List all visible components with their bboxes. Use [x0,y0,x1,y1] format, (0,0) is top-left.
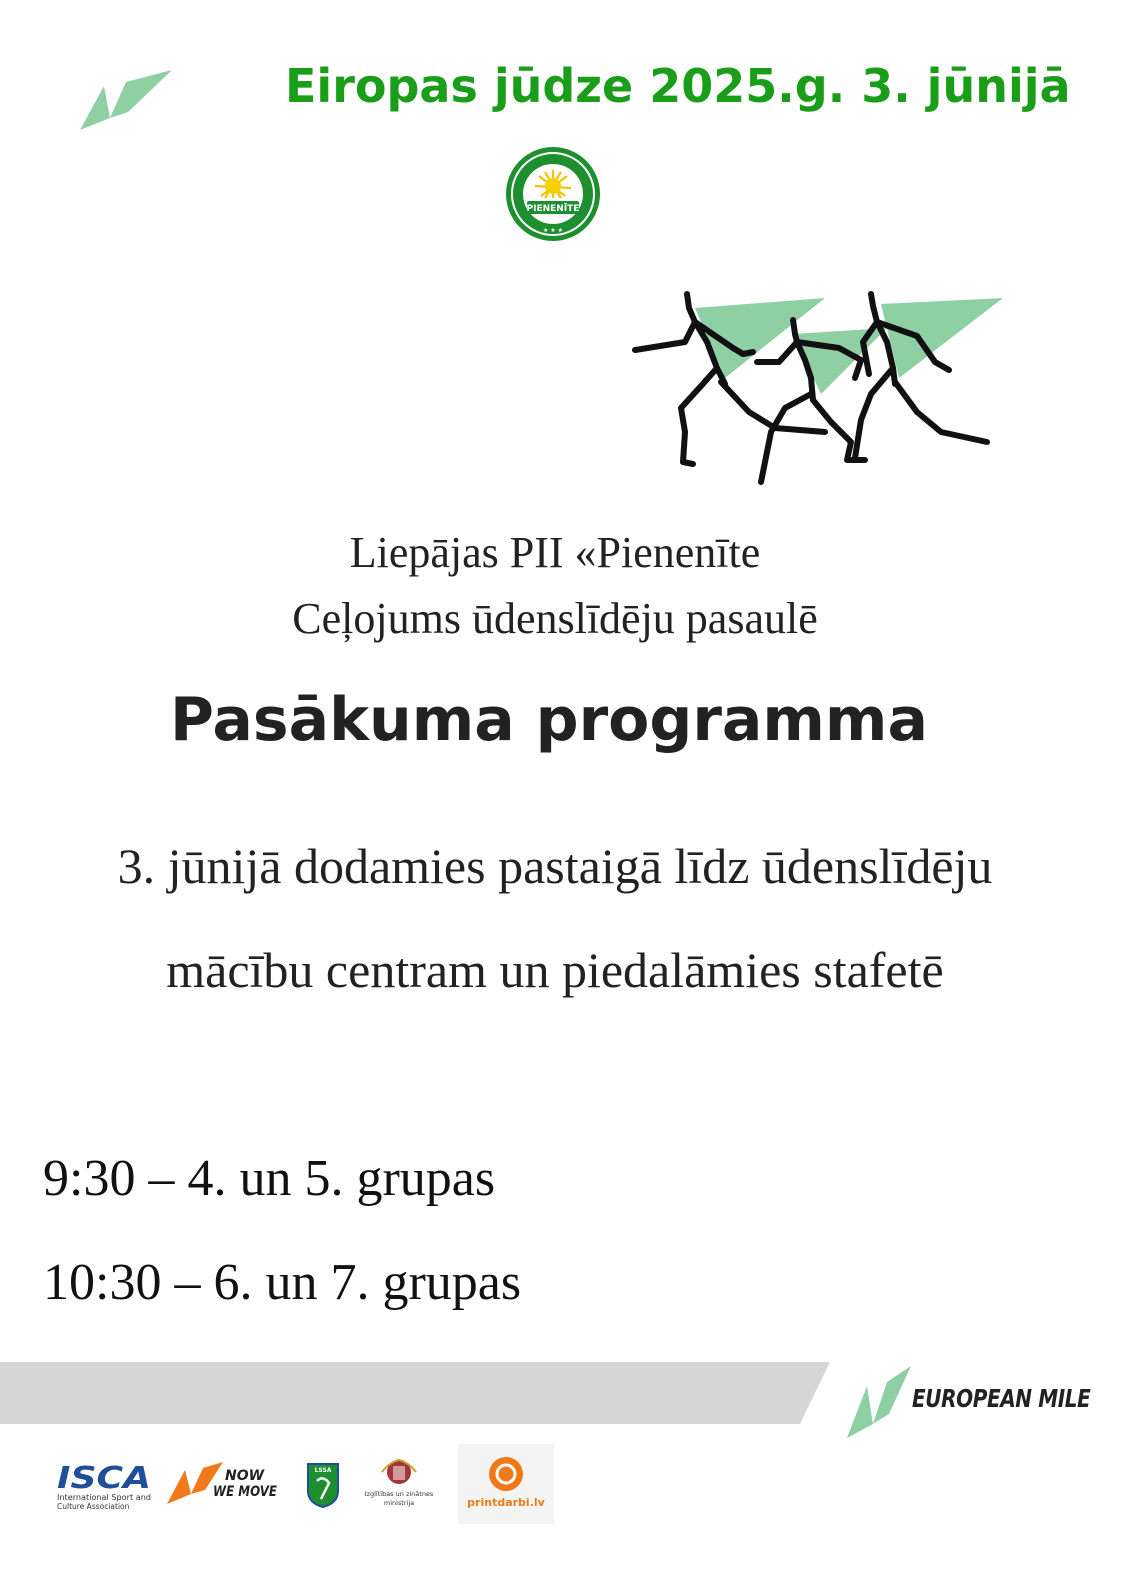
event-name: Ceļojums ūdenslīdēju pasaulē [292,594,818,643]
european-mile-brand: EUROPEAN MILE [912,1384,1091,1413]
program-description-line-2: mācību centram un piedalāmies stafetē [166,942,944,998]
schedule-item: 10:30 – 6. un 7. grupas [43,1254,522,1311]
lssa-label: LSSA [314,1467,332,1474]
footer-band [0,1362,830,1424]
dandelion-badge-icon [505,146,601,242]
nwm-word-2: WE MOVE [213,1484,278,1500]
event-date-title: Eiropas jūdze 2025.g. 3. jūnijā [285,59,1071,113]
program-description-line-1: 3. jūnijā dodamies pastaigā līdz ūdenslīdēju [117,838,993,894]
isca-logo [55,1458,155,1514]
svg-text:★ ★ ★: ★ ★ ★ [543,227,563,234]
nwm-word-1: NOW [225,1468,265,1484]
izm-line-2: ministrija [383,1499,415,1507]
european-mile-arrow-icon [76,66,172,134]
izm-ministry-logo [360,1454,438,1512]
lssa-shield-logo [305,1461,341,1509]
printdarbi-logo [458,1444,554,1524]
isca-wordmark: ISCA [57,1461,151,1496]
running-figures-illustration [625,282,1010,494]
izm-line-1: Izglītības un zinātnes [364,1490,434,1498]
isca-subtitle-1: International Sport and [57,1493,152,1502]
isca-subtitle-2: Culture Association [57,1502,130,1511]
badge-label: PIENENĪTE [526,204,580,214]
printdarbi-label: printdarbi.lv [467,1496,545,1509]
program-title: Pasākuma programma [170,685,928,755]
school-name: Liepājas PII «Pienenīte [349,528,761,577]
now-we-move-logo [165,1460,285,1506]
schedule-item: 9:30 – 4. un 5. grupas [43,1150,496,1207]
